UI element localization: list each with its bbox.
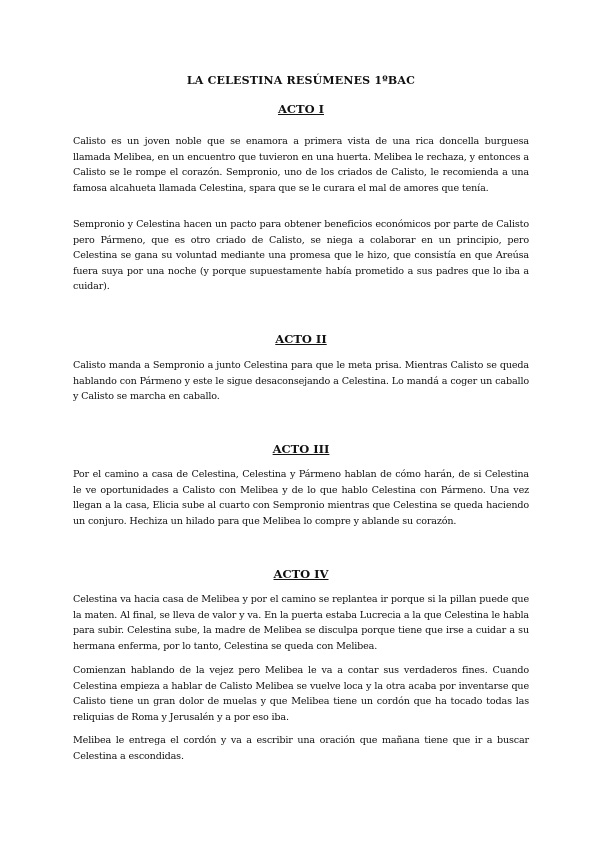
- document-title: LA CELESTINA RESÚMENES 1ºBAC: [186, 74, 416, 87]
- act-2-paragraph-1: Calisto manda a Sempronio a junto Celestina para que le meta prisa. Mientras Calisto se queda hablando con Pármeno y este le sigue desaconsejando a Celestina. Lo mandá a coger un caballo y Calisto se marcha en caballo.: [73, 360, 529, 403]
- act-4-paragraph-1: Celestina va hacia casa de Melibea y por el camino se replantea ir porque si la pillan puede que la maten. Al final, se lleva de valor y va. En la puerta estaba Lucrecia a la que Celestina le habla para subir. Celestina sube, la madre de Melibea se disculpa porque tiene que irse a cuidar a su hermana enferma, por lo tanto, Celestina se queda con Melibea.: [73, 594, 529, 652]
- act-4-heading: ACTO IV: [273, 567, 329, 581]
- act-1-paragraph-2: Sempronio y Celestina hacen un pacto para obtener beneficios económicos por parte de Calisto pero Pármeno, que es otro criado de Calisto, se niega a colaborar en un principio, pero Celestina se gana su voluntad mediante una promesa que le hizo, que consistía en que Areúsa fuera suya por una noche (y porque supuestamente había prometido a sus padres que lo iba a cuidar).: [73, 219, 529, 293]
- act-4-paragraph-2: Comienzan hablando de la vejez pero Melibea le va a contar sus verdaderos fines. Cuando Celestina empieza a hablar de Calisto Melibea se vuelve loca y la otra acaba por inventarse que Calisto tiene un gran dolor de muelas y que Melibea tiene un cordón que ha tocado todas las reliquias de Roma y Jerusalén y a por eso iba.: [73, 665, 529, 723]
- act-2-heading: ACTO II: [275, 332, 327, 346]
- act-1-heading: ACTO I: [277, 102, 325, 116]
- act-4-paragraph-3: Melibea le entrega el cordón y va a escribir una oración que mañana tiene que ir a buscar Celestina a escondidas.: [73, 735, 529, 762]
- act-3-heading: ACTO III: [272, 442, 330, 456]
- act-3-paragraph-1: Por el camino a casa de Celestina, Celestina y Pármeno hablan de cómo harán, de si Celestina le ve oportunidades a Calisto con Melibea y de lo que hablo Celestina con Pármeno. Una vez llegan a la casa, Elicia sube al cuarto con Sempronio mientras que Celestina se queda haciendo un conjuro. Hechiza un hilado para que Melibea lo compre y ablande su corazón.: [73, 469, 529, 527]
- act-1-paragraph-1: Calisto es un joven noble que se enamora a primera vista de una rica doncella burguesa llamada Melibea, en un encuentro que tuvieron en una huerta. Melibea le rechaza, y entonces a Calisto se le rompe el corazón. Sempronio, uno de los criados de Calisto, le recomienda a una famosa alcahueta llamada Celestina, spara que se le curara el mal de amores que tenía.: [73, 136, 529, 194]
